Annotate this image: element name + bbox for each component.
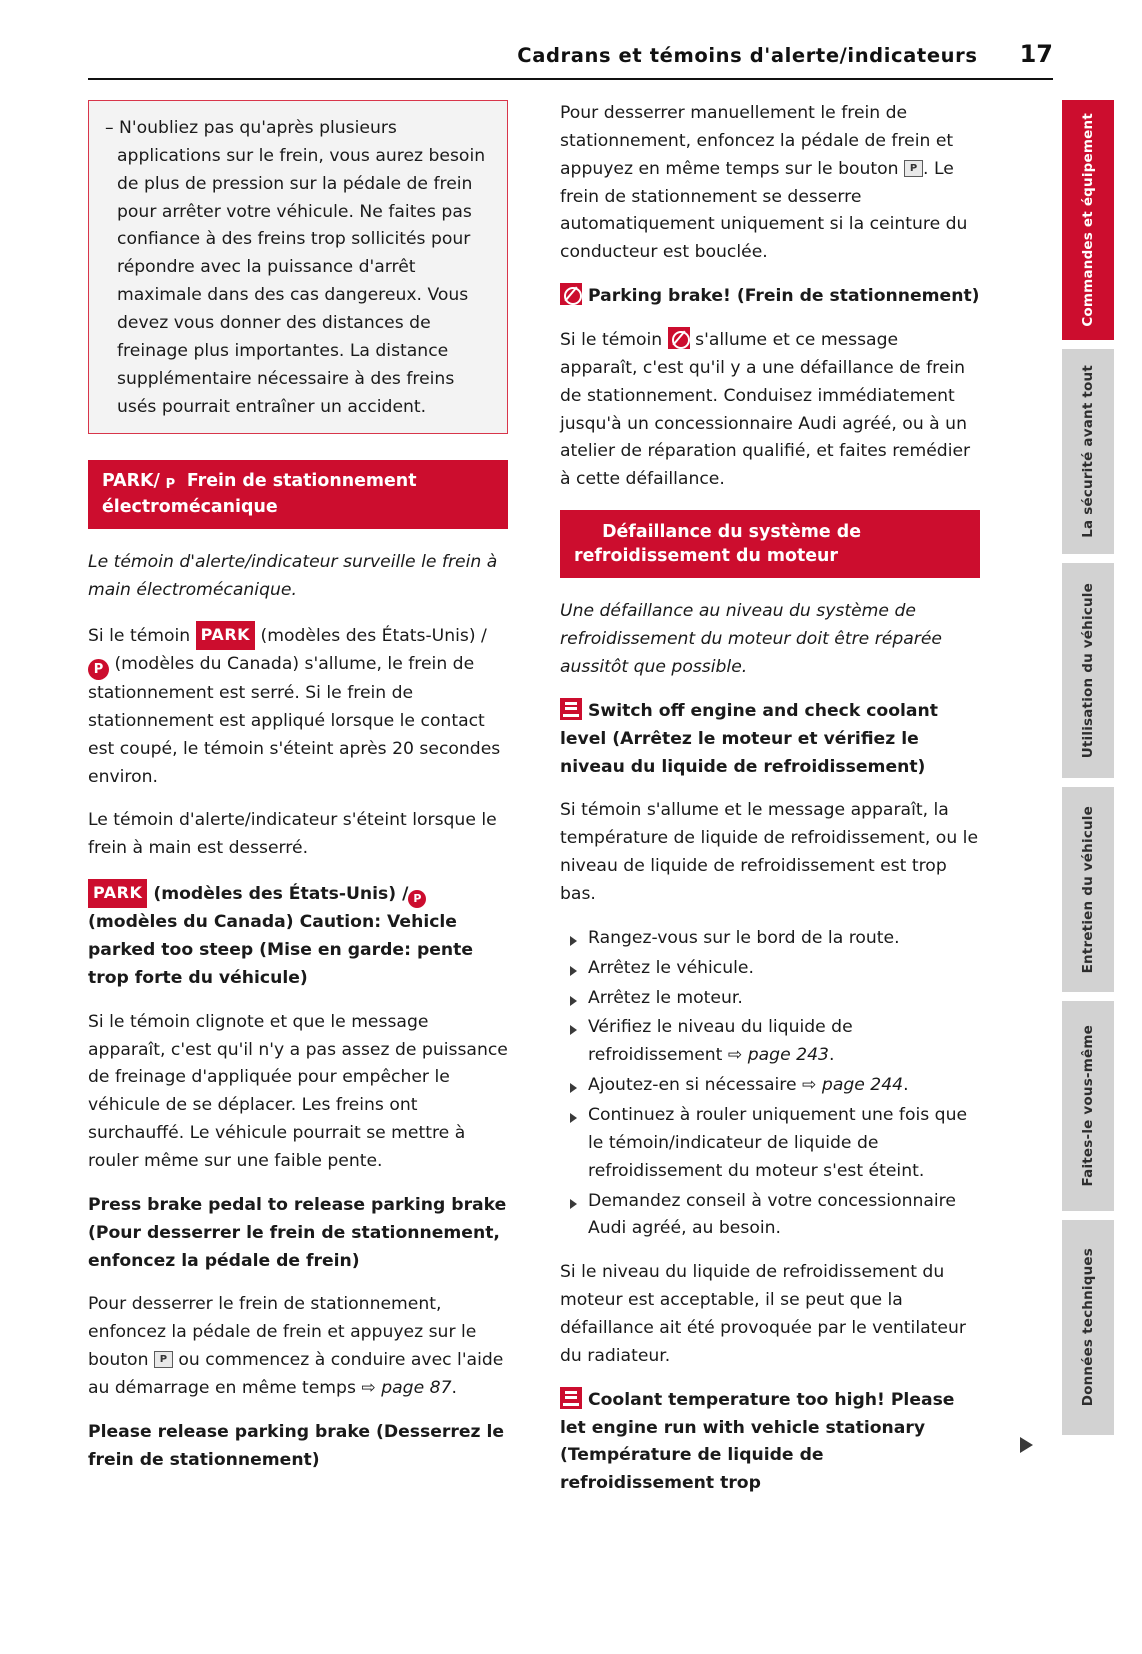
parking-brake-button-icon — [154, 1351, 173, 1368]
list-item-text: Demandez conseil à votre concessionnaire Audi agréé, au besoin. — [588, 1190, 956, 1239]
left-para-4 — [88, 1291, 508, 1402]
circled-p-icon: P — [88, 659, 109, 680]
list-item-tail: . — [828, 1045, 835, 1066]
sidebar-item-label: Commandes et équipement — [1079, 113, 1096, 327]
header-divider — [88, 78, 1053, 80]
continuation-arrow-icon — [1020, 1437, 1033, 1453]
right-subhead-1 — [560, 283, 980, 311]
left-column — [88, 100, 508, 1491]
right-para-1-b: . Le frein de stationnement se desserre automatiquement uniquement si la ceinture du conducteur est bouclée. — [560, 158, 968, 263]
right-para-3: Si témoin s'allume et le message apparaît, la température de liquide de refroidissement, ou le niveau de liquide de refroidissement est trop bas. — [560, 800, 979, 904]
list-item — [560, 925, 980, 953]
right-subhead-3 — [560, 1387, 980, 1498]
right-subhead-2 — [560, 698, 980, 782]
section-heading-text: Frein de stationnement électromécanique — [102, 471, 417, 518]
list-item — [560, 1014, 980, 1070]
left-para-1-a: Si le témoin — [88, 626, 196, 647]
parking-brake-fault-icon — [560, 283, 582, 305]
right-para-1-a: Pour desserrer manuellement le frein de stationnement, enfoncez la pédale de frein et appuyez en même temps sur le bouton — [560, 103, 954, 179]
sidebar-item-label: Utilisation du véhicule — [1079, 582, 1096, 759]
cross-reference-page-243[interactable]: ⇨ page 243 — [727, 1045, 829, 1066]
side-tab-rail — [1062, 100, 1114, 1444]
cross-reference-page-244[interactable]: ⇨ page 244 — [802, 1075, 904, 1096]
sidebar-item-commandes-equipement[interactable] — [1062, 100, 1114, 340]
sidebar-item-label: Données techniques — [1079, 1248, 1096, 1407]
left-subhead-1-c: (modèles du Canada) Caution: Vehicle parked too steep (Mise en garde: pente trop forte du véhicule) — [88, 912, 474, 988]
list-item-text: Arrêtez le véhicule. — [588, 957, 754, 978]
page-header — [88, 40, 1053, 68]
park-indicator-tag: PARK — [88, 879, 147, 908]
right-para-2-b: s'allume et ce message apparaît, c'est qu'il y a une défaillance de frein de stationnement. Conduisez immédiatement jusqu'à un concessionnaire Audi agréé, ou à un atelier de réparation qualifié, et faites remédier à cette défaillance. — [560, 330, 971, 490]
left-subhead-3: Please release parking brake (Desserrez le frein de stationnement) — [88, 1421, 505, 1470]
list-item-text: Ajoutez-en si nécessaire — [588, 1075, 803, 1096]
coolant-steps-list — [560, 925, 980, 1243]
section-heading-prefix: PARK/ — [102, 471, 160, 492]
left-para-3: Si le témoin clignote et que le message apparaît, c'est qu'il n'y a pas assez de puissance de freinage d'appliquée pour empêcher le véhicule de se déplacer. Les freins ont surchauffé. Le véhicule pourrait se mettre à rouler même sur une faible pente. — [88, 1011, 508, 1171]
sidebar-item-utilisation-vehicule[interactable] — [1062, 563, 1114, 778]
left-intro-italic: Le témoin d'alerte/indicateur surveille le frein à main électromécanique. — [88, 552, 498, 601]
right-intro-italic: Une défaillance au niveau du système de refroidissement du moteur doit être réparée aussitôt que possible. — [560, 601, 943, 677]
warning-note-text: – N'oubliez pas qu'après plusieurs applications sur le frein, vous aurez besoin de plus de pression sur la pédale de frein pour arrêter votre véhicule. Ne faites pas confiance à des freins trop sollicités pour répondre avec la puissance d'arrêt maximale dans des cas dangereux. Vous devez vous donner des distances de freinage plus importantes. La distance supplémentaire nécessaire à des freins usés pourrait entraîner un accident. — [105, 118, 486, 417]
park-indicator-tag: PARK — [196, 621, 255, 650]
coolant-temperature-icon — [560, 1387, 582, 1409]
section-heading-parking-brake — [88, 460, 508, 529]
list-item-tail: . — [903, 1075, 909, 1096]
coolant-temperature-icon — [574, 519, 596, 539]
right-column — [560, 100, 980, 1514]
left-subhead-2: Press brake pedal to release parking brake (Pour desserrer le frein de stationnement, enfoncez la pédale de frein) — [88, 1194, 507, 1271]
page-number: 17 — [1019, 40, 1053, 68]
right-para-4: Si le niveau du liquide de refroidissement du moteur est acceptable, il se peut que la défaillance ait été provoquée par le ventilateur du radiateur. — [560, 1262, 966, 1366]
list-item — [560, 955, 980, 983]
left-para-1-c: (modèles du Canada) s'allume, le frein de stationnement est serré. Si le frein de stationnement est appliqué lorsque le contact est coupé, le témoin s'éteint après 20 secondes environ. — [88, 654, 501, 787]
left-para-1 — [88, 621, 508, 791]
left-subhead-1-b: (modèles des États-Unis) / — [147, 884, 409, 905]
list-item — [560, 1072, 980, 1100]
cross-reference-page-87[interactable]: ⇨ page 87 — [361, 1377, 452, 1398]
list-item-text: Continuez à rouler uniquement une fois que le témoin/indicateur de liquide de refroidissement du moteur s'est éteint. — [588, 1104, 968, 1181]
right-subhead-2-text: Switch off engine and check coolant level (Arrêtez le moteur et vérifiez le niveau du liquide de refroidissement) — [560, 700, 938, 777]
left-para-1-b: (modèles des États-Unis) / — [255, 626, 487, 647]
sidebar-item-label: Faites-le vous-même — [1079, 1025, 1096, 1187]
left-para-4-c: . — [451, 1377, 457, 1398]
list-item — [560, 1188, 980, 1244]
section-heading-coolant-fault — [560, 510, 980, 578]
right-para-2-a: Si le témoin — [560, 330, 668, 351]
sidebar-item-label: La sécurité avant tout — [1079, 365, 1096, 538]
left-subhead-1 — [88, 879, 508, 992]
warning-note-box — [88, 100, 508, 434]
left-para-4-a: Pour desserrer le frein de stationnement, enfoncez la pédale de frein et appuyez sur le bouton — [88, 1294, 477, 1371]
right-subhead-1-text: Parking brake! (Frein de stationnement) — [587, 286, 980, 307]
header-title: Cadrans et témoins d'alerte/indicateurs — [517, 44, 978, 67]
right-para-1 — [560, 100, 980, 267]
section-heading-coolant-text: Défaillance du système de refroidissement du moteur — [574, 522, 861, 567]
right-subhead-3-text: Coolant temperature too high! Please let engine run with vehicle stationary (Température de liquide de refroidissement trop — [560, 1389, 955, 1494]
left-para-4-b: ou commencez à conduire avec l'aide au démarrage en même temps — [88, 1350, 504, 1398]
list-item — [560, 1102, 980, 1186]
circled-p-icon: P — [160, 474, 181, 495]
sidebar-item-donnees-techniques[interactable] — [1062, 1220, 1114, 1435]
list-item — [560, 985, 980, 1013]
coolant-temperature-icon — [560, 698, 582, 720]
list-item-text: Vérifiez le niveau du liquide de refroidissement — [588, 1017, 853, 1066]
right-para-2 — [560, 327, 980, 494]
sidebar-item-securite-avant-tout[interactable] — [1062, 349, 1114, 554]
circled-p-icon: P — [408, 890, 426, 908]
sidebar-item-label: Entretien du véhicule — [1079, 805, 1096, 974]
parking-brake-fault-icon — [668, 327, 690, 349]
left-para-2: Le témoin d'alerte/indicateur s'éteint lorsque le frein à main est desserré. — [88, 810, 497, 859]
list-item-text: Rangez-vous sur le bord de la route. — [588, 927, 900, 948]
sidebar-item-faites-le-vous-meme[interactable] — [1062, 1001, 1114, 1211]
sidebar-item-entretien-vehicule[interactable] — [1062, 787, 1114, 992]
list-item-text: Arrêtez le moteur. — [588, 987, 743, 1008]
parking-brake-button-icon — [904, 160, 923, 177]
